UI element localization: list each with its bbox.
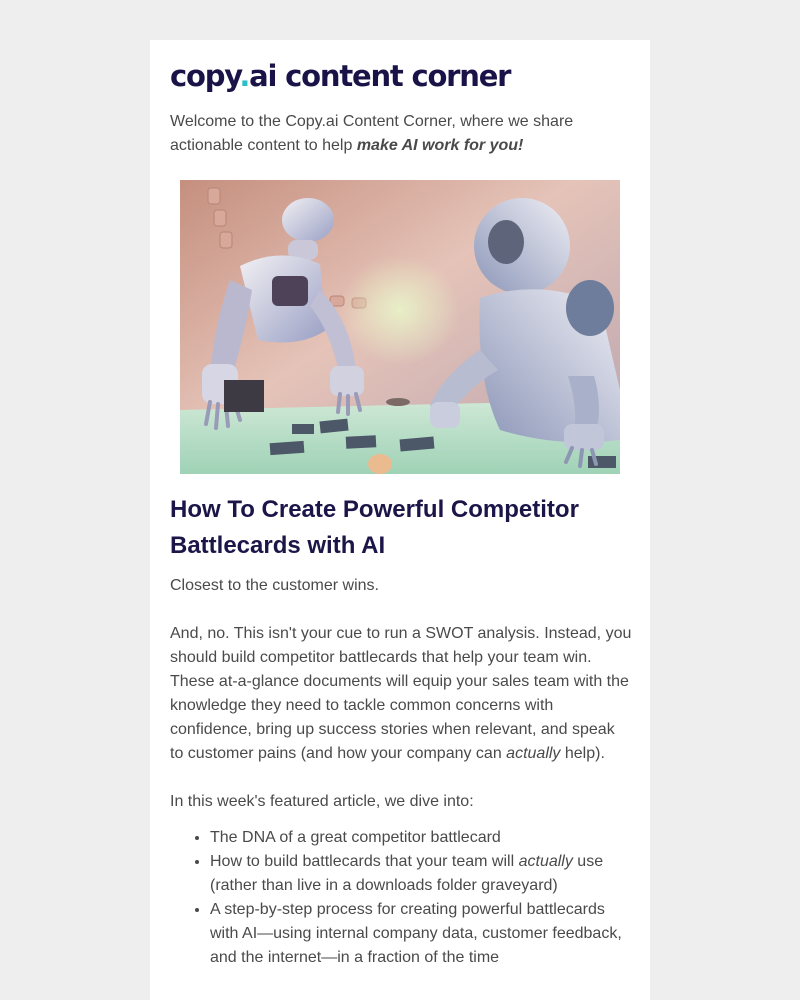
list-item xyxy=(210,826,630,850)
intro-paragraph xyxy=(170,110,630,158)
body-text-before: And, no. This isn't your cue to run a SWOT analysis. Instead, you should build competitor battlecards that help your team win. These at-a-glance documents will equip your sales team with the knowledge they need to tackle common concerns with confidence, bring up success stories when relevant, and speak to customer pains (and how your company can xyxy=(170,625,632,762)
intro-emphasis: make AI work for you! xyxy=(356,137,524,154)
logo-dot: . xyxy=(239,59,250,93)
body-paragraph xyxy=(170,622,632,766)
list-item-text-before: How to build battlecards that your team will xyxy=(210,853,519,870)
copyai-content-corner-logo[interactable] xyxy=(170,56,510,96)
hero-image-robots-playing-cards[interactable] xyxy=(180,180,620,474)
list-item-text: The DNA of a great competitor battlecard xyxy=(210,829,501,846)
intro-text: Welcome to the Copy.ai Content Corner, where we share actionable content to help xyxy=(170,113,574,154)
logo-text-content-corner: ai content corner xyxy=(249,59,511,93)
lead-paragraph: Closest to the customer wins. xyxy=(170,577,379,594)
list-item xyxy=(210,898,630,970)
logo-text-copy: copy xyxy=(170,59,240,93)
list-item-text-after: use (rather than live in a downloads folder graveyard) xyxy=(210,853,604,894)
featured-topics-list xyxy=(170,826,630,970)
list-intro-paragraph: In this week's featured article, we dive into: xyxy=(170,793,474,810)
list-item-text: A step-by-step process for creating powerful battlecards with AI—using internal company data, customer feedback, and the internet—in a fraction of the time xyxy=(210,901,622,966)
list-item xyxy=(210,850,630,898)
list-item-emphasis: actually xyxy=(518,853,573,870)
newsletter-card xyxy=(150,40,650,1000)
article-headline[interactable]: How To Create Powerful Competitor Battlecards with AI xyxy=(170,496,579,559)
body-text-emphasis: actually xyxy=(506,745,561,762)
body-text-after: help). xyxy=(560,745,605,762)
